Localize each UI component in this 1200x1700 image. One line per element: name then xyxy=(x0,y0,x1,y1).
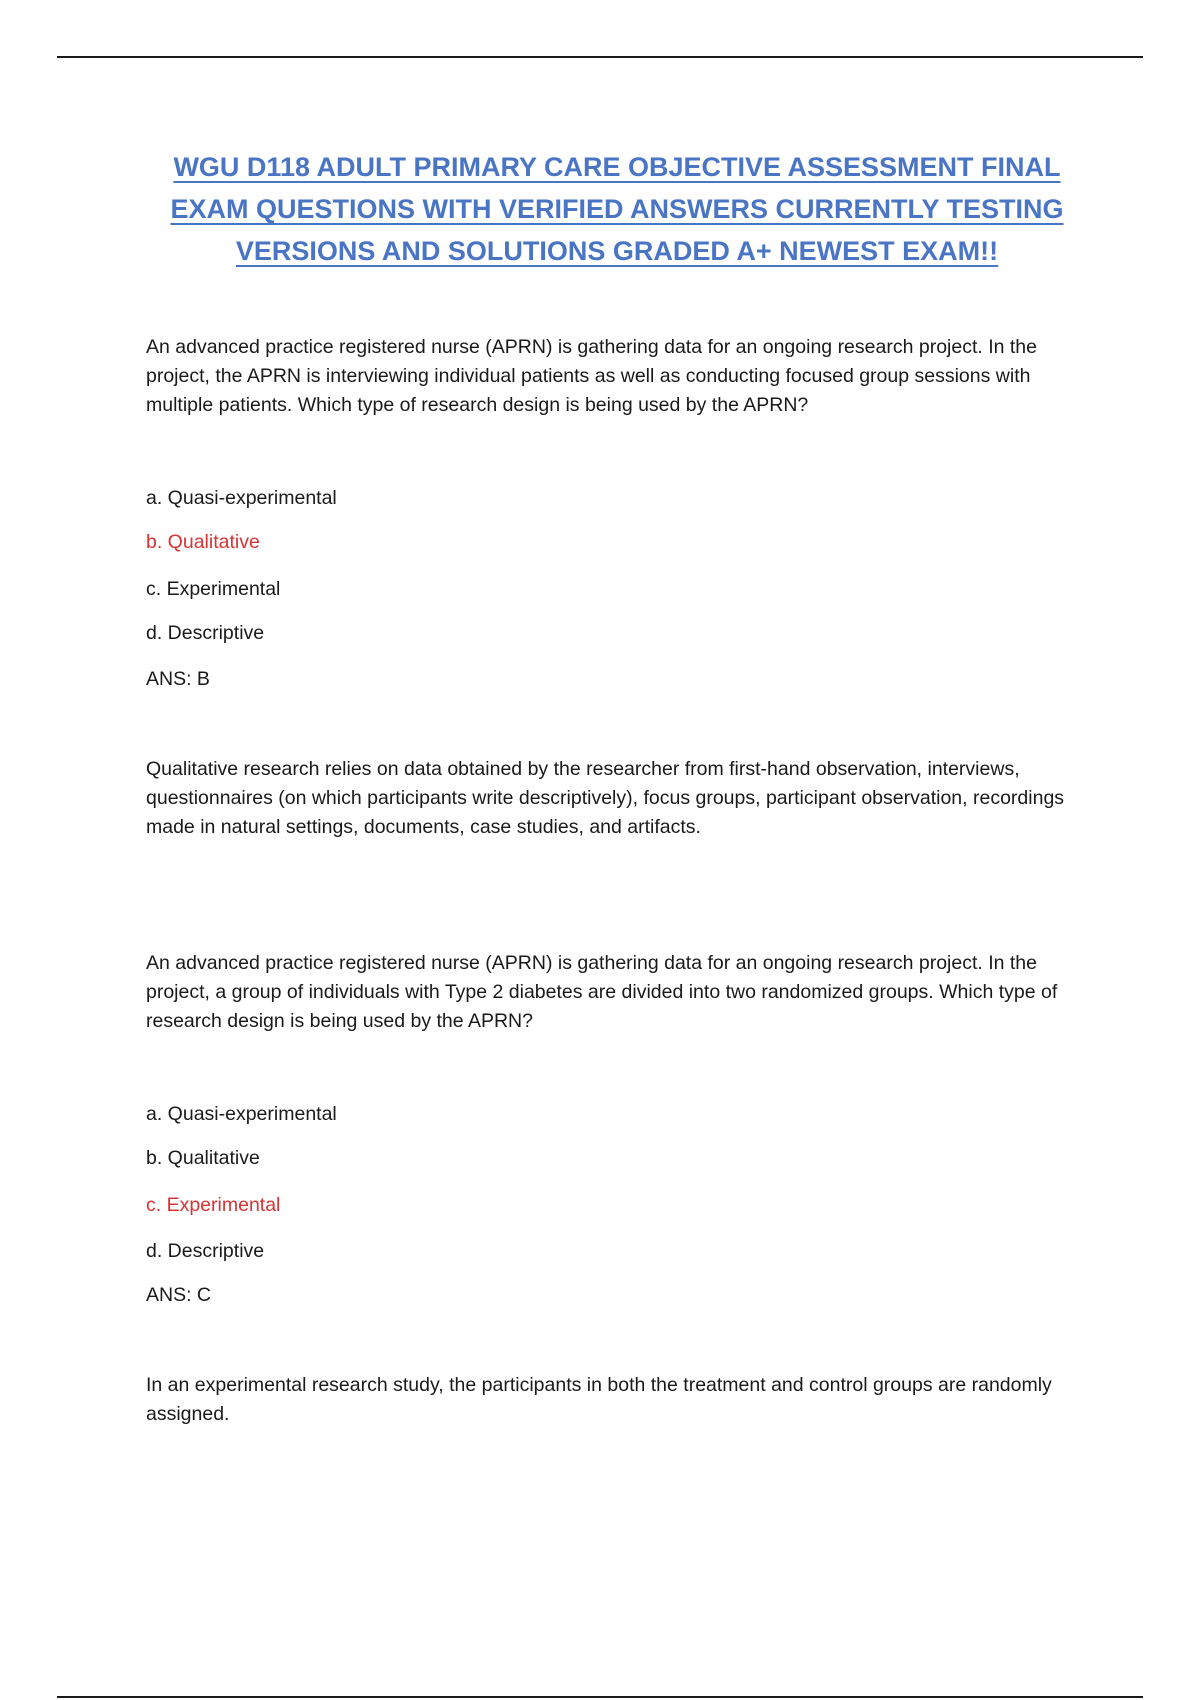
question-1-option-a: a. Quasi-experimental xyxy=(146,487,337,509)
question-1-stem: An advanced practice registered nurse (APRN) is gathering data for an ongoing research project. In the project, the APRN is interviewing individual patients as well as conducting focused group sessions with multiple patients. Which type of research design is being used by the APRN? xyxy=(146,336,1038,416)
question-2-answer: ANS: C xyxy=(146,1284,212,1306)
question-2-option-b: b. Qualitative xyxy=(146,1147,260,1169)
question-2-rationale: In an experimental research study, the participants in both the treatment and control groups are randomly assigned. xyxy=(146,1374,1052,1425)
question-1-answer: ANS: B xyxy=(146,668,210,690)
question-2-option-c: c. Experimental xyxy=(146,1194,281,1216)
bottom-rule xyxy=(57,1696,1143,1698)
question-2-option-a: a. Quasi-experimental xyxy=(146,1103,337,1125)
question-1-rationale: Qualitative research relies on data obtained by the researcher from first-hand observation, interviews, questionnaires (on which participants write descriptively), focus groups, participant observation, recordings made in natural settings, documents, case studies, and artifacts. xyxy=(146,758,1065,838)
question-2-stem: An advanced practice registered nurse (APRN) is gathering data for an ongoing research project. In the project, a group of individuals with Type 2 diabetes are divided into two randomized groups. Which type of research design is being used by the APRN? xyxy=(146,952,1058,1032)
question-1-option-b: b. Qualitative xyxy=(146,531,260,553)
top-rule xyxy=(57,56,1143,58)
question-1-option-c: c. Experimental xyxy=(146,578,281,600)
question-1-option-d: d. Descriptive xyxy=(146,622,265,644)
question-2-option-d: d. Descriptive xyxy=(146,1240,265,1262)
document-title: WGU D118 ADULT PRIMARY CARE OBJECTIVE ASSESSMENT FINAL EXAM QUESTIONS WITH VERIFIED ANSWERS CURRENTLY TESTING VERSIONS AND SOLUTIONS GRADED A+ NEWEST EXAM!! xyxy=(170,152,1064,266)
